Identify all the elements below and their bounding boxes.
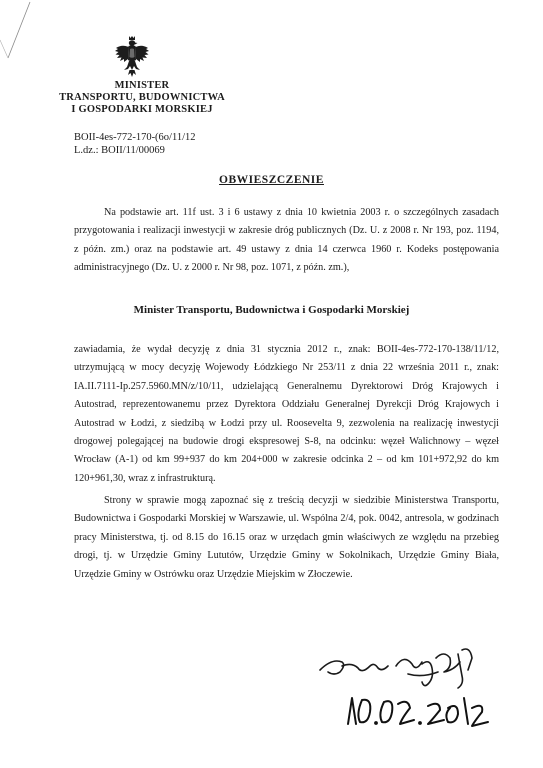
ministry-line-3: I GOSPODARKI MORSKIEJ [71,104,213,115]
reference-block [74,131,196,157]
authority-heading: Minister Transportu, Budownictwa i Gospodarki Morskiej [133,304,410,316]
paragraph-legal-basis: Na podstawie art. 11f ust. 3 i 6 ustawy z dnia 10 kwietnia 2003 r. o szczególnych zasadach przygotowania i realizacji inwestycji w zakresie dróg publicznych (Dz. U. z 2008 r. Nr 193, poz. 1194, z późn. zm.) oraz na podstawie art. 49 ustawy z dnia 14 czerwca 1960 r. Kodeks postępowania administracyjnego (Dz. U. z 2000 r. Nr 98, poz. 1071, z późn. zm.), [74,207,499,274]
legal-basis-paragraph [74,204,499,278]
document-title: OBWIESZCZENIE [219,174,324,186]
paragraph-decision: zawiadamia, że wydał decyzję z dnia 31 stycznia 2012 r., znak: BOII-4es-772-170-138/11/12, utrzymującą w mocy decyzję Wojewody Łódzkiego Nr 253/11 z dnia 22 września 2011 r., znak: IA.II.7111-Ip.257.5960.MN/z/10/11, udzielającą Generalnemu Dyrektorowi Dróg Krajowych i Autostrad, reprezentowanemu przez Dyrektora Oddziału Generalnej Dyrekcji Dróg Krajowych i Autostrad w Łodzi, z siedzibą w Łodzi przy ul. Roosevelta 9, zezwolenia na realizację inwestycji drogowej polegającej na budowie drogi ekspresowej S-8, na odcinku: węzeł Walichnowy – węzeł Wrocław (A-1) od km 99+937 do km 204+000 w zakresie odcinka 2 – od km 101+972,92 do km 120+961,30, wraz z infrastrukturą. [74,344,499,484]
paragraph-access: Strony w sprawie mogą zapoznać się z treścią decyzji w siedzibie Ministerstwa Transportu, Budownictwa i Gospodarki Morskiej w Warszawie, ul. Wspólna 2/4, pok. 0042, antresola, w godzinach pracy Ministerstwa, tj. od 8.15 do 16.15 oraz w urzędach gmin właściwych ze względu na przebieg drogi, tj. w Urzędzie Gminy Lututów, Urzędzie Gminy w Sokolnikach, Urzędzie Gminy Biała, Urzędzie Gminy w Ostrówku oraz Urzędzie Miejskim w Złoczewie. [74,495,499,580]
handwritten-signature [312,628,512,748]
polish-eagle-emblem-icon [114,34,150,78]
access-paragraph [74,492,499,584]
scan-edge-mark [0,0,40,60]
ministry-name [52,80,232,116]
document-title-block [0,174,543,186]
registry-number: L.dz.: BOII/11/00069 [74,145,165,156]
case-reference: BOII-4es-772-170-(6o/11/12 [74,132,196,143]
ministry-line-2: TRANSPORTU, BUDOWNICTWA [59,92,225,103]
decision-paragraph [74,341,499,488]
ministry-line-1: MINISTER [114,80,170,91]
